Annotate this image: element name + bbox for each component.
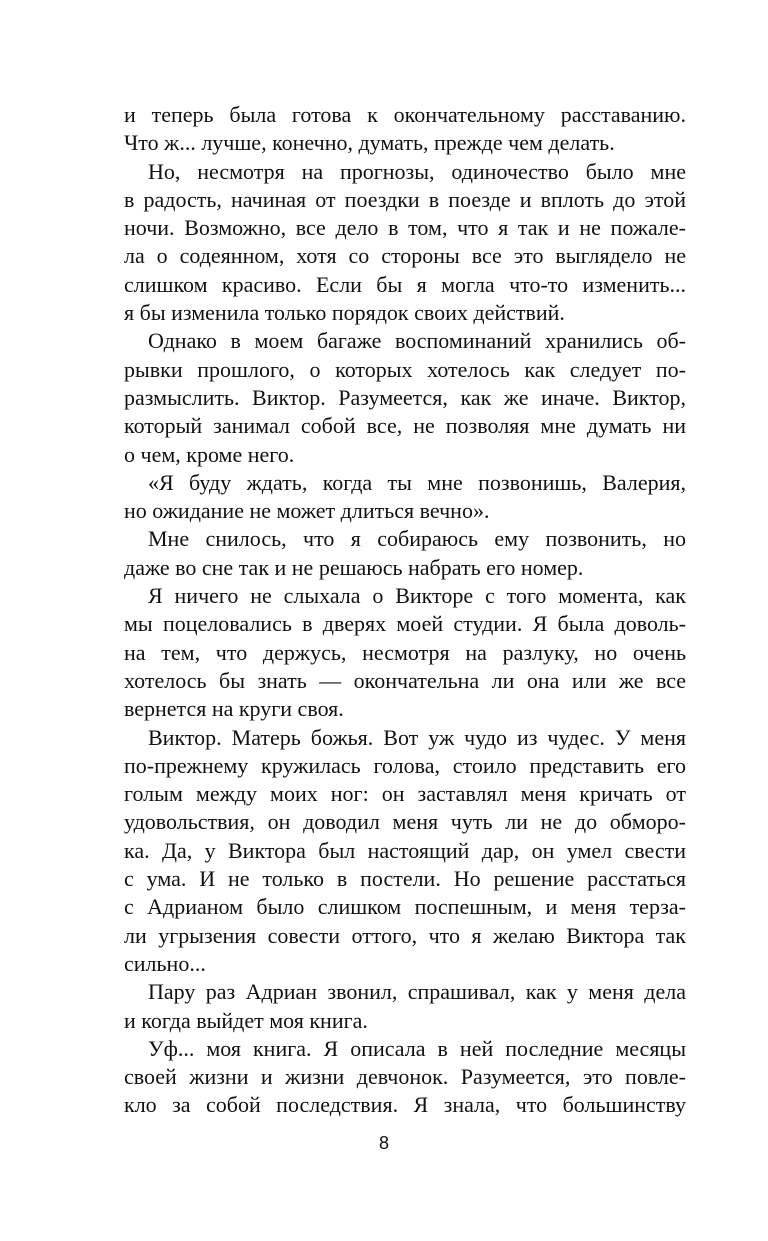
text-line: с ума. И не только в постели. Но решение расстаться bbox=[124, 866, 686, 892]
text-line: Однако в моем багаже воспоминаний хранились об- bbox=[148, 328, 686, 354]
body-text bbox=[124, 101, 686, 1120]
page-number: 8 bbox=[378, 1133, 389, 1153]
text-line: Мне снилось, что я собираюсь ему позвонить, но bbox=[148, 526, 686, 552]
text-line: своей жизни и жизни девчонок. Разумеется, это повле- bbox=[124, 1064, 686, 1090]
text-line: размыслить. Виктор. Разумеется, как же иначе. Виктор, bbox=[124, 384, 686, 410]
text-line: голым между моих ног: он заставлял меня кричать от bbox=[124, 781, 686, 807]
text-line: ночи. Возможно, все дело в том, что я так и не пожале- bbox=[124, 215, 686, 241]
text-line: слишком красиво. Если бы я могла что-то изменить... bbox=[124, 271, 686, 297]
text-line: ли угрызения совести оттого, что я желаю Виктора так bbox=[124, 922, 686, 948]
text-line: на тем, что держусь, несмотря на разлуку, но очень bbox=[124, 639, 686, 665]
text-line: Пару раз Адриан звонил, спрашивал, как у меня дела bbox=[148, 979, 686, 1005]
text-line: кло за собой последствия. Я знала, что большинству bbox=[124, 1092, 686, 1118]
text-line: Я ничего не слыхала о Викторе с того момента, как bbox=[148, 583, 686, 609]
text-line: рывки прошлого, о которых хотелось как следует по- bbox=[124, 356, 686, 382]
text-line: я бы изменила только порядок своих действий. bbox=[124, 300, 565, 326]
text-line: ла о содеянном, хотя со стороны все это выглядело не bbox=[124, 243, 686, 269]
text-line: и теперь была готова к окончательному расставанию. bbox=[124, 102, 686, 127]
text-line: сильно... bbox=[124, 950, 206, 976]
text-line: с Адрианом было слишком поспешным, и меня терза- bbox=[124, 894, 686, 920]
text-line: даже во сне так и не решаюсь набрать его номер. bbox=[124, 554, 584, 580]
text-line: и когда выйдет моя книга. bbox=[124, 1007, 368, 1033]
text-line: но ожидание не может длиться вечно». bbox=[124, 498, 490, 524]
text-line: Уф... моя книга. Я описала в ней последние месяцы bbox=[148, 1035, 686, 1061]
text-line: в радость, начиная от поездки в поезде и вплоть до этой bbox=[124, 186, 686, 212]
text-line: хотелось бы знать — окончательна ли она или же все bbox=[124, 667, 686, 693]
text-line: Виктор. Матерь божья. Вот уж чудо из чудес. У меня bbox=[148, 724, 686, 750]
text-line: «Я буду ждать, когда ты мне позвонишь, Валерия, bbox=[148, 469, 686, 495]
text-line: по-прежнему кружилась голова, стоило представить его bbox=[124, 752, 686, 778]
text-line: который занимал собой все, не позволяя мне думать ни bbox=[124, 413, 686, 439]
text-line: Что ж... лучше, конечно, думать, прежде чем делать. bbox=[124, 130, 615, 156]
text-line: мы поцеловались в дверях моей студии. Я была доволь- bbox=[124, 611, 686, 637]
text-line: удовольствия, он доводил меня чуть ли не до обморо- bbox=[124, 809, 686, 835]
text-line: Но, несмотря на прогнозы, одиночество было мне bbox=[148, 158, 686, 184]
text-line: о чем, кроме него. bbox=[124, 441, 295, 467]
text-line: вернется на круги своя. bbox=[124, 696, 344, 722]
text-line: ка. Да, у Виктора был настоящий дар, он умел свести bbox=[124, 837, 686, 863]
